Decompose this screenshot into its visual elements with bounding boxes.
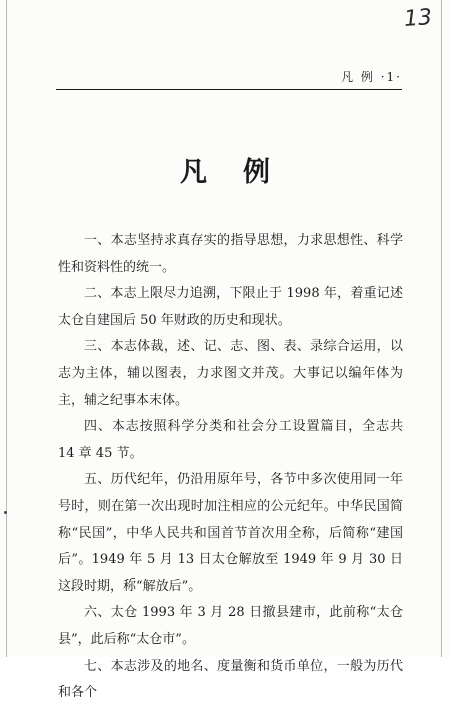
binding-mark	[4, 511, 7, 514]
paragraph-2: 二、本志上限尽力追溯，下限止于 1998 年，着重记述太仓自建国后 50 年财政的历史和现状。	[58, 286, 403, 328]
paragraph-3: 三、本志体裁，述、记、志、图、表、录综合运用，以志为主体，辅以图表，力求图文并茂。大事记以编年体为主，辅之纪事本末体。	[58, 339, 403, 408]
scan-right-edge	[441, 0, 442, 657]
paragraph-1: 一、本志坚持求真存实的指导思想，力求思想性、科学性和资料性的统一。	[58, 233, 403, 275]
page-title: 凡例	[180, 157, 306, 188]
handwritten-page-number: 13	[403, 5, 433, 32]
scan-left-edge	[6, 0, 7, 657]
paragraph-6: 六、太仓 1993 年 3 月 28 日撤县建市，此前称“太仓县”，此后称“太仓市”。	[58, 605, 403, 647]
stray-mark	[131, 578, 135, 579]
paragraph-7: 七、本志涉及的地名、度量衡和货币单位，一般为历代和各个	[58, 658, 403, 701]
paragraph-4: 四、本志按照科学分类和社会分工设置篇目，全志共 14 章 45 节。	[58, 419, 403, 461]
running-head: 凡 例 ·1·	[341, 70, 402, 84]
header-rule	[56, 89, 402, 90]
body-text	[58, 228, 403, 707]
paragraph-5: 五、历代纪年，仍沿用原年号，各节中多次使用同一年号时，则在第一次出现时加注相应的公元纪年。中华民国简称“民国”，中华人民共和国首节首次用全称，后简称“建国后”。1949 年 5 月 13 日太仓解放至 1949 年 9 月 30 日这段时期，称“解放后”。	[58, 472, 403, 594]
